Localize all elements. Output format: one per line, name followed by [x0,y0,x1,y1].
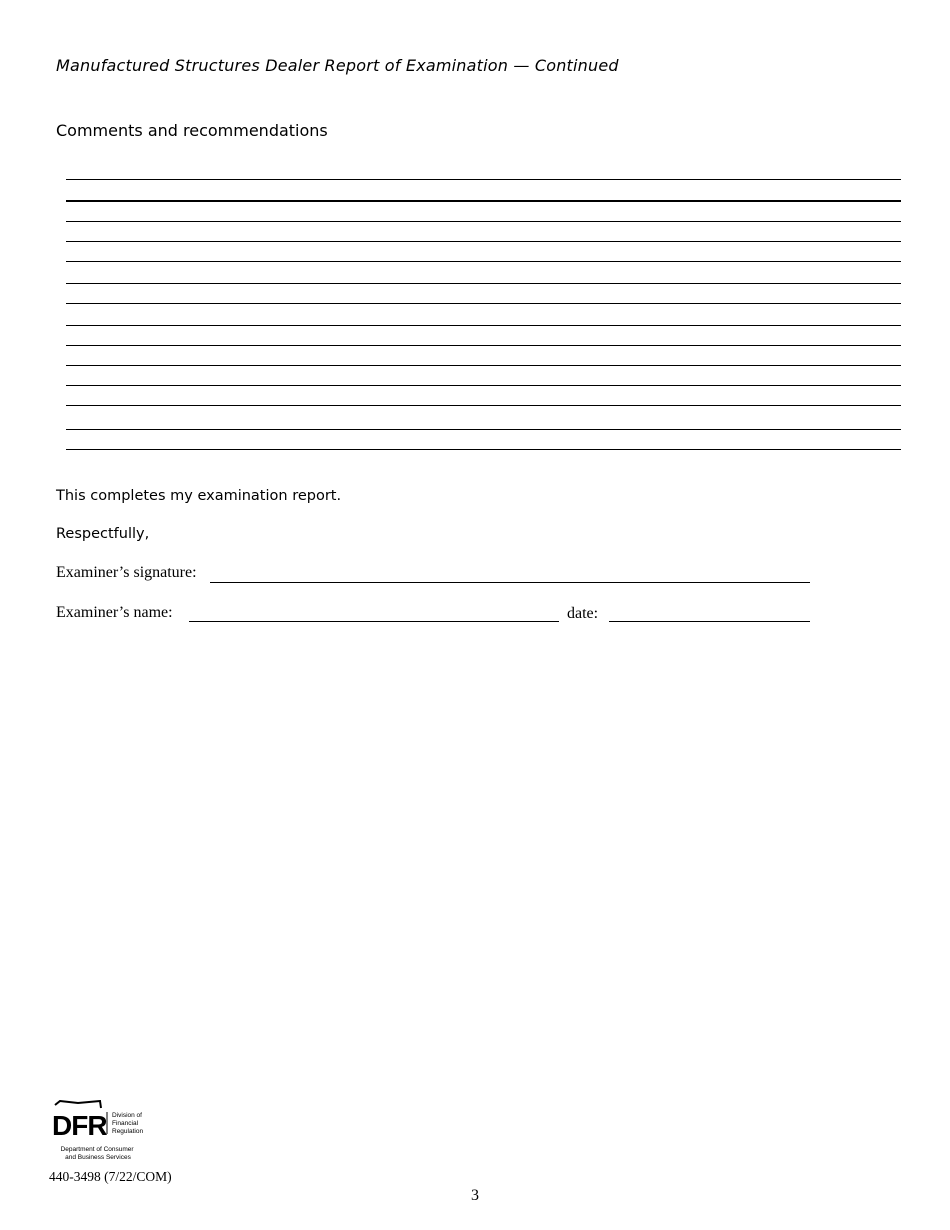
comment-line[interactable] [66,345,901,346]
name-label: Examiner’s name: [56,604,173,621]
dfr-logo [52,1100,162,1162]
comment-line[interactable] [66,283,901,284]
comment-line[interactable] [66,200,901,202]
oregon-outline-icon [55,1101,101,1108]
comment-line[interactable] [66,405,901,406]
comment-line[interactable] [66,241,901,242]
comment-line[interactable] [66,325,901,326]
logo-division: Division of Financial Regulation [112,1112,144,1135]
comment-line[interactable] [66,221,901,222]
salutation: Respectfully, [56,526,150,542]
name-line[interactable] [189,621,559,622]
date-label: date: [567,605,599,622]
comment-line[interactable] [66,429,901,430]
page-title: Manufactured Structures Dealer Report of Examination — Continued [56,56,619,75]
date-line[interactable] [609,621,810,622]
signature-label: Examiner’s signature: [56,564,197,581]
comment-line[interactable] [66,385,901,386]
closing-statement: This completes my examination report. [56,488,342,504]
comment-line[interactable] [66,449,901,450]
logo-mark: DFR [52,1110,107,1141]
comment-line[interactable] [66,179,901,180]
comment-line[interactable] [66,365,901,366]
page-number: 3 [471,1187,479,1204]
comment-line[interactable] [66,303,901,304]
signature-line[interactable] [210,582,810,583]
comment-line[interactable] [66,261,901,262]
form-number: 440-3498 (7/22/COM) [49,1169,172,1184]
comments-section-title: Comments and recommendations [56,121,328,140]
logo-department: Department of Consumer and Business Services [60,1146,134,1161]
